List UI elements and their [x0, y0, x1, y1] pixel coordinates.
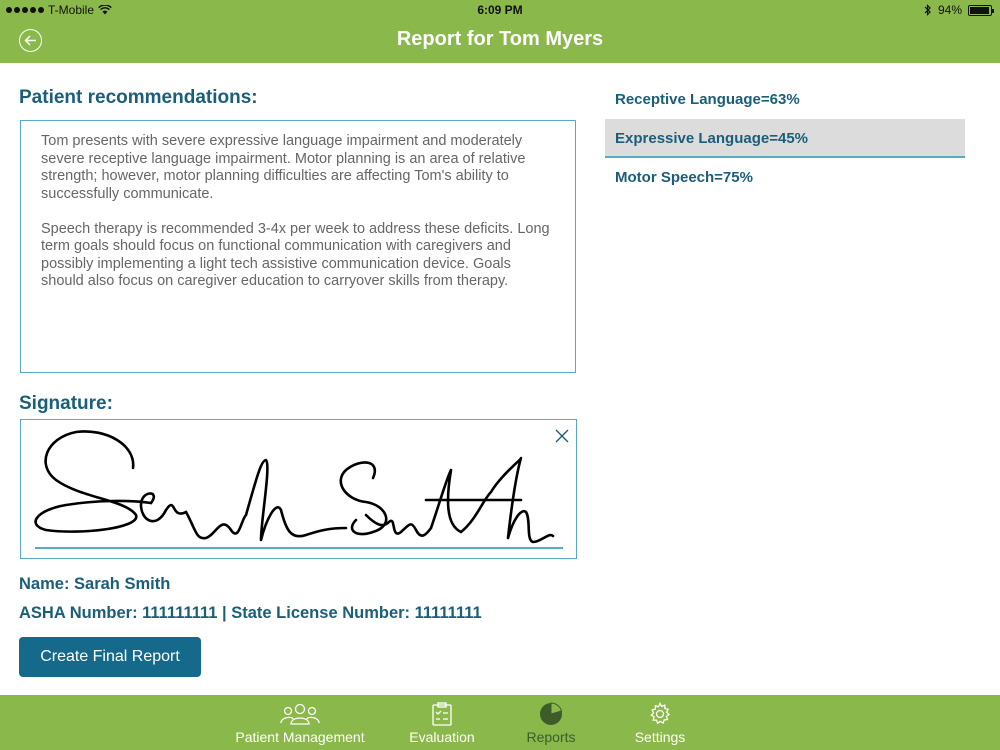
tab-label: Patient Management: [235, 729, 365, 745]
navigation-bar: [0, 0, 1000, 63]
page-title: Report for Tom Myers: [396, 28, 604, 50]
signature-heading: Signature:: [19, 393, 113, 414]
recommendation-paragraph: Tom presents with severe expressive language impairment and moderately severe receptive language impairment. Motor planning is an area of relative strength; however, motor planning difficulties are affecting Tom's ability to successfully communicate.: [41, 133, 526, 202]
bluetooth-icon: [924, 4, 932, 16]
tab-bar: [0, 695, 1000, 750]
score-list: [605, 80, 965, 197]
clinician-license: ASHA Number: 111111111 | State License Number: 11111111: [19, 604, 482, 622]
clipboard-checklist-icon: [430, 702, 454, 726]
recommendations-heading: Patient recommendations:: [19, 87, 258, 108]
create-final-report-button[interactable]: Create Final Report: [19, 637, 201, 677]
battery-percent: 94%: [937, 3, 962, 17]
tab-label: Reports: [526, 729, 576, 745]
tab-evaluation[interactable]: [392, 695, 492, 750]
tab-label: Settings: [634, 729, 686, 745]
score-item-expressive-language[interactable]: Expressive Language=45%: [605, 119, 965, 158]
signature-pad[interactable]: [20, 419, 577, 559]
status-time: 6:09 PM: [477, 3, 523, 17]
recommendations-textarea[interactable]: [20, 120, 576, 373]
tab-label: Evaluation: [409, 729, 475, 745]
clinician-name: Name: Sarah Smith: [19, 575, 171, 593]
recommendation-paragraph: Speech therapy is recommended 3-4x per week to address these deficits. Long term goals should focus on functional communication with caregivers and possibly implementing a light tech assistive communication device. Goals should also focus on caregiver education to carryover skills from therapy.: [41, 220, 550, 289]
people-icon: [279, 702, 321, 726]
signature-line: [35, 547, 563, 549]
battery-group: [924, 3, 992, 17]
score-item-motor-speech[interactable]: Motor Speech=75%: [615, 169, 753, 186]
signature-drawing: [21, 420, 577, 559]
status-bar: [0, 0, 1000, 20]
carrier-label: T-Mobile: [48, 3, 95, 17]
tab-settings[interactable]: [620, 695, 700, 750]
score-item-receptive-language[interactable]: Receptive Language=63%: [615, 91, 800, 108]
pie-chart-icon: [539, 702, 563, 726]
gear-icon: [648, 702, 672, 726]
tab-patient-management[interactable]: [225, 695, 375, 750]
close-icon[interactable]: [554, 428, 570, 444]
battery-icon: [968, 5, 992, 16]
tab-reports[interactable]: [511, 695, 591, 750]
